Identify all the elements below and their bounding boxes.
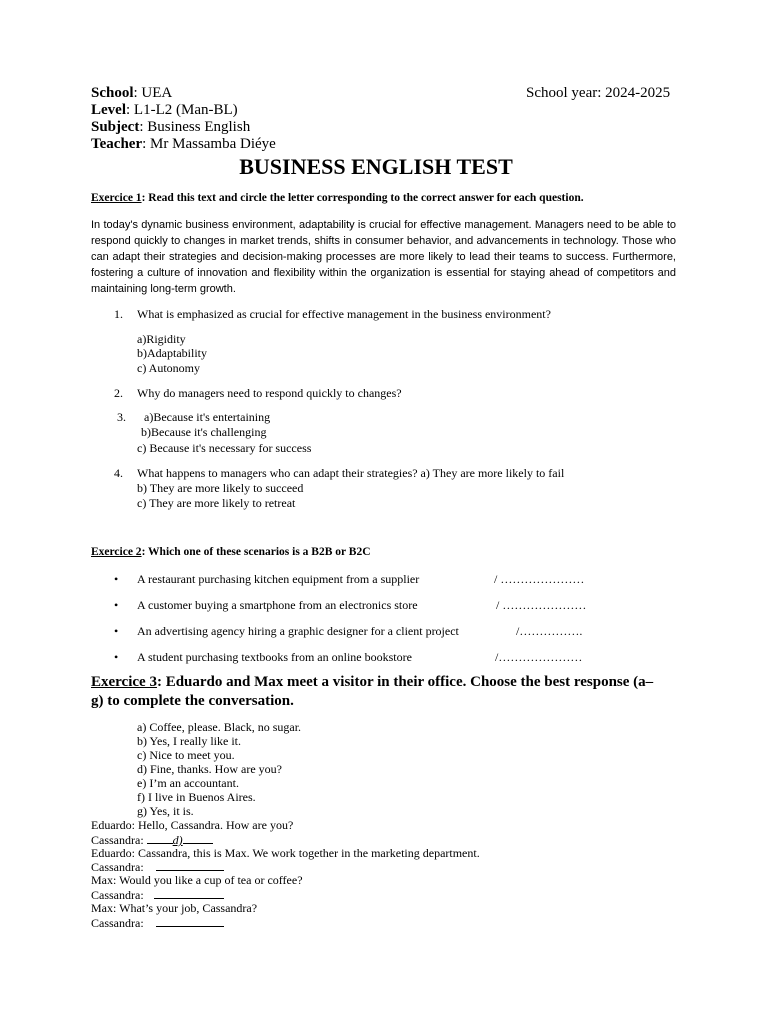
school-year: School year: 2024-2025 (526, 85, 671, 101)
conversation-line-5: Max: Would you like a cup of tea or coffee? (91, 873, 303, 887)
teacher-line (91, 136, 276, 153)
question-2-option-c: c) Because it's necessary for success (137, 441, 312, 455)
question-2-option-a: a)Because it's entertaining (144, 410, 271, 424)
subject-value: : Business English (139, 119, 251, 135)
scenario-1-blank[interactable]: / ………………… (494, 572, 585, 586)
scenario-3-blank[interactable]: /……………. (516, 624, 583, 638)
level-label: Level (91, 102, 126, 118)
exercise-3-instruction-1: : Eduardo and Max meet a visitor in their office. Choose the best response (a– (156, 674, 654, 690)
conversation-line-1: Eduardo: Hello, Cassandra. How are you? (91, 818, 294, 832)
question-1: What is emphasized as crucial for effective management in the business environment? (137, 307, 551, 321)
question-4-option-b: b) They are more likely to succeed (137, 481, 304, 495)
question-1-option-a: a)Rigidity (137, 332, 186, 346)
page-title: BUSINESS ENGLISH TEST (239, 154, 513, 179)
question-3-number: 3. (117, 410, 126, 424)
school-value: : UEA (133, 85, 173, 101)
speaker-cassandra: Cassandra: (91, 888, 144, 902)
answer-blank-2[interactable] (156, 859, 224, 871)
answer-blank-3[interactable] (154, 887, 224, 899)
scenario-3: An advertising agency hiring a graphic designer for a client project (137, 624, 459, 638)
exercise-1-instruction: : Read this text and circle the letter corresponding to the correct answer for each question. (141, 192, 584, 204)
exercise-1-paragraph: In today's dynamic business environment, adaptability is crucial for effective management. Managers need to be able to respond quickly to changes in market trends, shifts in consumer behavior, and advancements in technology. Those who can adapt their strategies and decision-making processes are more likely to lead their teams to success. Furthermore, fostering a culture of innovation and flexibility within the organization is essential for staying ahead of competitors and maintaining long-term growth. (91, 219, 676, 295)
response-b: b) Yes, I really like it. (137, 734, 241, 748)
teacher-label: Teacher (91, 136, 143, 152)
answer-blank-4[interactable] (156, 915, 224, 927)
response-d: d) Fine, thanks. How are you? (137, 762, 282, 776)
response-c: c) Nice to meet you. (137, 748, 235, 762)
scenario-1: A restaurant purchasing kitchen equipment from a supplier (137, 572, 420, 586)
question-1-option-c: c) Autonomy (137, 361, 200, 375)
response-f: f) I live in Buenos Aires. (137, 790, 256, 804)
exercise-1-heading (91, 192, 584, 204)
response-a: a) Coffee, please. Black, no sugar. (137, 720, 302, 734)
teacher-value: : Mr Massamba Diéye (142, 136, 276, 152)
answer-blank-1b[interactable] (183, 832, 213, 844)
speaker-cassandra: Cassandra: (91, 833, 147, 847)
subject-label: Subject (91, 119, 140, 135)
subject-line (91, 119, 250, 136)
bullet-icon: • (114, 572, 119, 586)
response-g: g) Yes, it is. (137, 804, 194, 818)
level-value: : L1-L2 (Man-BL) (126, 102, 238, 118)
conversation-line-7: Max: What’s your job, Cassandra? (91, 901, 258, 915)
scenario-4-blank[interactable]: /………………… (495, 650, 583, 664)
exercise-3-label: Exercice 3 (91, 674, 157, 690)
question-4-number: 4. (114, 466, 123, 480)
school-label: School (91, 85, 134, 101)
level-line (91, 102, 238, 119)
bullet-icon: • (114, 598, 119, 612)
answer-filled: d) (172, 833, 183, 847)
conversation-line-8 (91, 915, 224, 931)
bullet-icon: • (114, 624, 119, 638)
scenario-2: A customer buying a smartphone from an electronics store (137, 598, 418, 612)
question-4-option-c: c) They are more likely to retreat (137, 496, 296, 510)
exercise-3-instruction-2: g) to complete the conversation. (91, 693, 294, 709)
question-1-number: 1. (114, 307, 123, 321)
answer-blank-1a (147, 832, 173, 844)
exercise-2-instruction: : Which one of these scenarios is a B2B or B2C (141, 546, 371, 558)
conversation-line-3: Eduardo: Cassandra, this is Max. We work together in the marketing department. (91, 846, 480, 860)
exercise-3-heading (91, 673, 653, 692)
scenario-2-blank[interactable]: / ………………… (496, 598, 587, 612)
question-2-option-b: b)Because it's challenging (141, 425, 267, 439)
question-2-number: 2. (114, 386, 123, 400)
question-2: Why do managers need to respond quickly to changes? (137, 386, 402, 400)
exercise-2-label: Exercice 2 (91, 546, 142, 558)
scenario-4: A student purchasing textbooks from an online bookstore (137, 650, 412, 664)
school-line (91, 85, 172, 102)
response-e: e) I’m an accountant. (137, 776, 239, 790)
question-1-option-b: b)Adaptability (137, 346, 207, 360)
question-4: What happens to managers who can adapt their strategies? a) They are more likely to fail (137, 466, 565, 480)
exercise-2-heading (91, 546, 371, 558)
bullet-icon: • (114, 650, 119, 664)
speaker-cassandra: Cassandra: (91, 916, 144, 930)
speaker-cassandra: Cassandra: (91, 860, 144, 874)
exercise-1-label: Exercice 1 (91, 192, 142, 204)
